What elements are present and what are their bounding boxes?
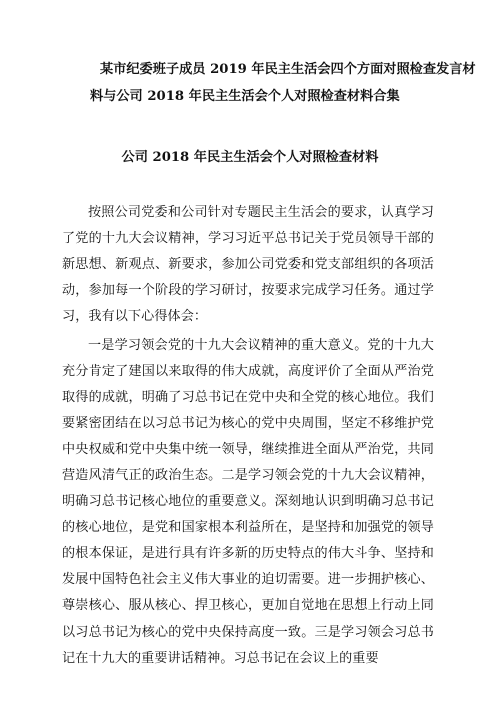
section-heading: 公司 2018 年民主生活会个人对照检查材料	[121, 150, 379, 165]
document-title-line-2: 料与公司 2018 年民主生活会个人对照检查材料合集	[90, 89, 400, 104]
body-paragraph-intro: 按照公司党委和公司针对专题民主生活会的要求，认真学习了党的十九大会议精神，学习习近平总书记关于党员领导干部的新思想、新观点、新要求，参加公司党委和党支部组织的各项活动，参加每一个阶段的学习研讨，按要求完成学习任务。通过学习，我有以下心得体会：	[62, 205, 434, 325]
document-title	[86, 56, 476, 110]
document-title-line-1: 某市纪委班子成员 2019 年民主生活会四个方面对照检查发言材	[100, 62, 476, 77]
body-paragraph-main: 一是学习领会党的十九大会议精神的重大意义。党的十九大充分肯定了建国以来取得的伟大成就，高度评价了全面从严治党取得的成就，明确了习总书记在党中央和全党的核心地位。我们要紧密团结在以习总书记为核心的党中央周围，坚定不移维护党中央权威和党中央集中统一领导，继续推进全面从严治党，共同营造风清气正的政治生态。二是学习领会党的十九大会议精神，明确习总书记核心地位的重要意义。深刻地认识到明确习总书记的核心地位，是党和国家根本利益所在，是坚持和加强党的领导的根本保证，是进行具有许多新的历史特点的伟大斗争、坚持和发展中国特色社会主义伟大事业的迫切需要。进一步拥护核心、尊崇核心、服从核心、捍卫核心，更加自觉地在思想上行动上同以习总书记为核心的党中央保持高度一致。三是学习领会习总书记在十九大的重要讲话精神。习总书记在会议上的重要	[62, 338, 434, 666]
